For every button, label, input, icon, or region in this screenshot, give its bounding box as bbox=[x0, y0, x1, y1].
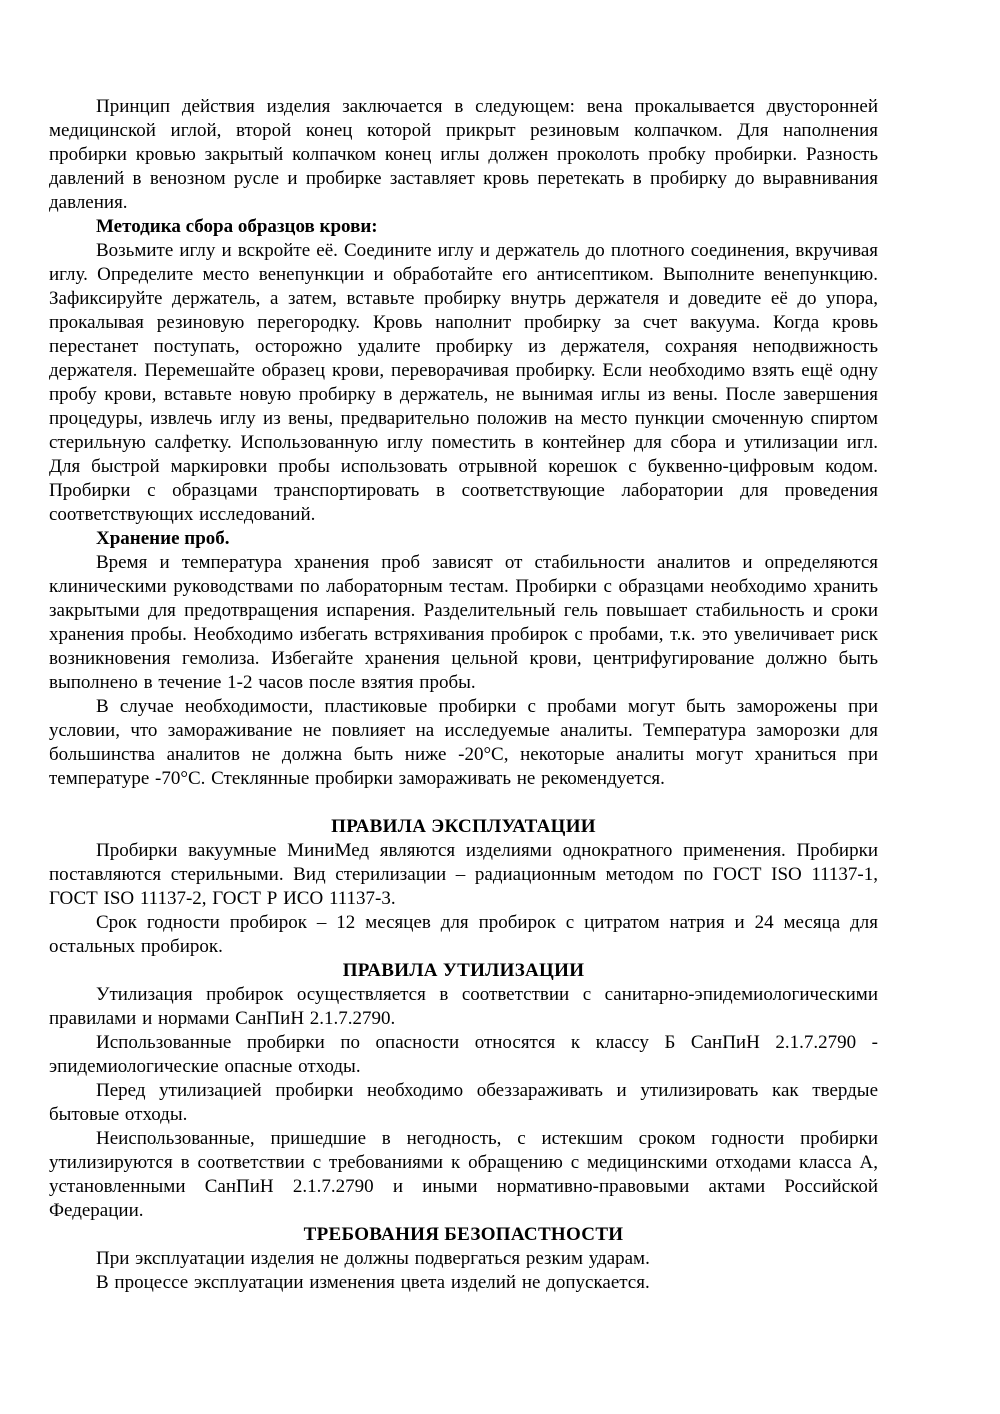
heading-blood-collection-method: Методика сбора образцов крови: bbox=[96, 216, 378, 237]
heading-operation-rules: ПРАВИЛА ЭКСПЛУАТАЦИИ bbox=[331, 816, 596, 837]
paragraph-storage-conditions: Время и температура хранения проб зависят от стабильности аналитов и определяются клиническими руководствами по лабораторным тестам. Пробирки с образцами необходимо хранить закрытыми для предотвращения испарения. Разделительный гель повышает стабильность и сроки хранения пробы. Необходимо избегать встряхивания пробирок с пробами, т.к. это увеличивает риск возникновения гемолиза. Избегайте хранения цельной крови, центрифугирование должно быть выполнено в течение 1-2 часов после взятия пробы. bbox=[49, 552, 878, 693]
paragraph-no-color-change: В процессе эксплуатации изменения цвета изделий не допускается. bbox=[96, 1272, 650, 1293]
paragraph-single-use-sterilization: Пробирки вакуумные МиниМед являются изделиями однократного применения. Пробирки поставляются стерильными. Вид стерилизации – радиационным методом по ГОСТ ISO 11137-1, ГОСТ ISO 11137-2, ГОСТ Р ИСО 11137-3. bbox=[49, 840, 878, 909]
paragraph-no-sharp-impacts: При эксплуатации изделия не должны подвергаться резким ударам. bbox=[96, 1248, 650, 1269]
paragraph-freezing-conditions: В случае необходимости, пластиковые пробирки с пробами могут быть заморожены при условии, что замораживание не повлияет на исследуемые аналиты. Температура заморозки для большинства аналитов не должна быть ниже -20°С, некоторые аналиты могут храниться при температуре -70°С. Стеклянные пробирки замораживать не рекомендуется. bbox=[49, 696, 878, 789]
heading-safety-requirements: ТРЕБОВАНИЯ БЕЗОПАСТНОСТИ bbox=[303, 1224, 624, 1245]
paragraph-disinfection-before-disposal: Перед утилизацией пробирки необходимо обеззараживать и утилизировать как твердые бытовые отходы. bbox=[49, 1080, 878, 1125]
heading-sample-storage: Хранение проб. bbox=[96, 528, 230, 549]
paragraph-shelf-life: Срок годности пробирок – 12 месяцев для пробирок с цитратом натрия и 24 месяца для остальных пробирок. bbox=[49, 912, 878, 957]
paragraph-collection-procedure: Возьмите иглу и вскройте её. Соедините иглу и держатель до плотного соединения, вкручивая иглу. Определите место венепункции и обработайте его антисептиком. Выполните венепункцию. Зафиксируйте держатель, а затем, вставьте пробирку внутрь держателя и доведите её до упора, прокалывая резиновую перегородку. Кровь наполнит пробирку за счет вакуума. Когда кровь перестанет поступать, осторожно удалите пробирку из держателя, сохраняя неподвижность держателя. Перемешайте образец крови, переворачивая пробирку. Если необходимо взять ещё одну пробу крови, вставьте новую пробирку в держатель, не вынимая иглы из вены. После завершения процедуры, извлечь иглу из вены, предварительно положив на место пункции смоченную спиртом стерильную салфетку. Использованную иглу поместить в контейнер для сбора и утилизации игл. Для быстрой маркировки пробы использовать отрывной корешок с буквенно-цифровым кодом. Пробирки с образцами транспортировать в соответствующие лаборатории для проведения соответствующих исследований. bbox=[49, 240, 878, 525]
heading-disposal-rules: ПРАВИЛА УТИЛИЗАЦИИ bbox=[342, 960, 585, 981]
paragraph-disposal-sanpin: Утилизация пробирок осуществляется в соответствии с санитарно-эпидемиологическими правилами и нормами СанПиН 2.1.7.2790. bbox=[49, 984, 878, 1029]
paragraph-class-b-waste: Использованные пробирки по опасности относятся к классу Б СанПиН 2.1.7.2790 - эпидемиологические опасные отходы. bbox=[49, 1032, 878, 1077]
paragraph-operating-principle: Принцип действия изделия заключается в следующем: вена прокалывается двусторонней медицинской иглой, второй конец которой прикрыт резиновым колпачком. Для наполнения пробирки кровью закрытый колпачком конец иглы должен проколоть пробку пробирки. Разность давлений в венозном русле и пробирке заставляет кровь перетекать в пробирку до выравнивания давления. bbox=[49, 96, 878, 213]
paragraph-unused-tubes-disposal: Неиспользованные, пришедшие в негодность, с истекшим сроком годности пробирки утилизируются в соответствии с требованиями к обращению с медицинскими отходами класса А, установленными СанПиН 2.1.7.2790 и иными нормативно-правовыми актами Российской Федерации. bbox=[49, 1128, 878, 1221]
